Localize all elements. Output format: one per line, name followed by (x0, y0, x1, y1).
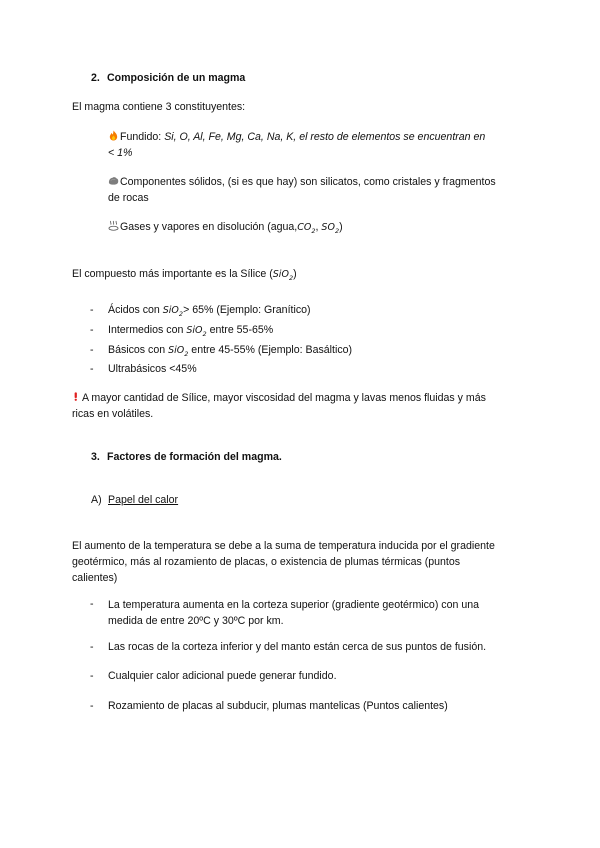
magma-intro: El magma contiene 3 constituyentes: (72, 101, 246, 113)
list-dash: - (90, 641, 94, 653)
silica-statement: El compuesto más importante es la Sílice (SiO$_2$) (72, 268, 297, 282)
list-dash: - (90, 670, 94, 682)
constituent-solids (108, 174, 538, 206)
co2-formula: $CO_2$ (297, 222, 316, 235)
gases-close: ) (339, 221, 343, 233)
rock-icon (108, 175, 119, 186)
magma-type-basic: Básicos con SiO$_2$ entre 45-55% (Ejemplo: Basáltico) (108, 344, 353, 358)
subsection-title: Papel del calor (108, 494, 179, 506)
heat-bullet-fusion: Las rocas de la corteza inferior y del manto están cerca de sus puntos de fusión. (108, 641, 487, 653)
melt-elements-percent: < 1% (108, 147, 133, 159)
hot-springs-icon (108, 220, 119, 231)
silica-formula: SiO$_2$ (272, 269, 294, 282)
so2-formula: $SO_2$ (321, 222, 340, 235)
heat-bullet-subduction: Rozamiento de placas al subducir, plumas mantelicas (Puntos calientes) (108, 700, 448, 712)
section-title: Composición de un magma (107, 72, 246, 84)
list-dash: - (90, 363, 94, 375)
list-dash: - (90, 598, 94, 610)
magma-type-acid: Ácidos con SiO$_2$> 65% (Ejemplo: Granítico) (108, 304, 311, 318)
gases-text: Gases y vapores en disolución (agua, (120, 221, 298, 233)
melt-label: Fundido: (120, 131, 162, 143)
section-number: 2. (91, 72, 100, 84)
subsection-a (91, 494, 178, 506)
note-line-2: ricas en volátiles. (72, 408, 154, 420)
paragraph-line: geotérmico, más al rozamiento de placas, o existencia de plumas térmicas (puntos (72, 556, 461, 568)
list-dash: - (90, 324, 94, 336)
gases-separator: , (315, 221, 322, 233)
solids-line-1: Componentes sólidos, (si es que hay) son silicatos, como cristales y fragmentos (120, 176, 496, 188)
solids-line-2: de rocas (108, 192, 149, 204)
section-title: Factores de formación del magma. (107, 451, 282, 463)
constituent-gases (108, 219, 538, 236)
section-number: 3. (91, 451, 100, 463)
fire-icon (108, 130, 119, 141)
exclamation-icon (72, 391, 81, 402)
list-dash: - (90, 304, 94, 316)
heat-paragraph (72, 538, 532, 586)
melt-elements: Si, O, Al, Fe, Mg, Ca, Na, K, el resto de elementos se encuentran en (164, 131, 486, 143)
section-2-heading (91, 72, 245, 84)
magma-type-intermediate: Intermedios con SiO$_2$ entre 55-65% (108, 324, 274, 338)
silica-note (72, 390, 532, 422)
magma-type-ultrabasic: Ultrabásicos <45% (108, 363, 197, 375)
heat-bullet-geothermal: La temperatura aumenta en la corteza superior (gradiente geotérmico) con una medida de entre 20ºC y 30ºC por km. (108, 599, 479, 627)
list-dash: - (90, 700, 94, 712)
section-3-heading (91, 451, 282, 463)
subsection-letter: A) (91, 494, 102, 506)
paragraph-line: calientes) (72, 572, 118, 584)
constituent-melt (108, 129, 528, 161)
heat-bullet-additional: Cualquier calor adicional puede generar fundido. (108, 670, 337, 682)
list-dash: - (90, 344, 94, 356)
paragraph-line: El aumento de la temperatura se debe a la suma de temperatura inducida por el gradiente (72, 540, 495, 552)
note-line-1: A mayor cantidad de Sílice, mayor viscosidad del magma y lavas menos fluidas y más (82, 392, 486, 404)
